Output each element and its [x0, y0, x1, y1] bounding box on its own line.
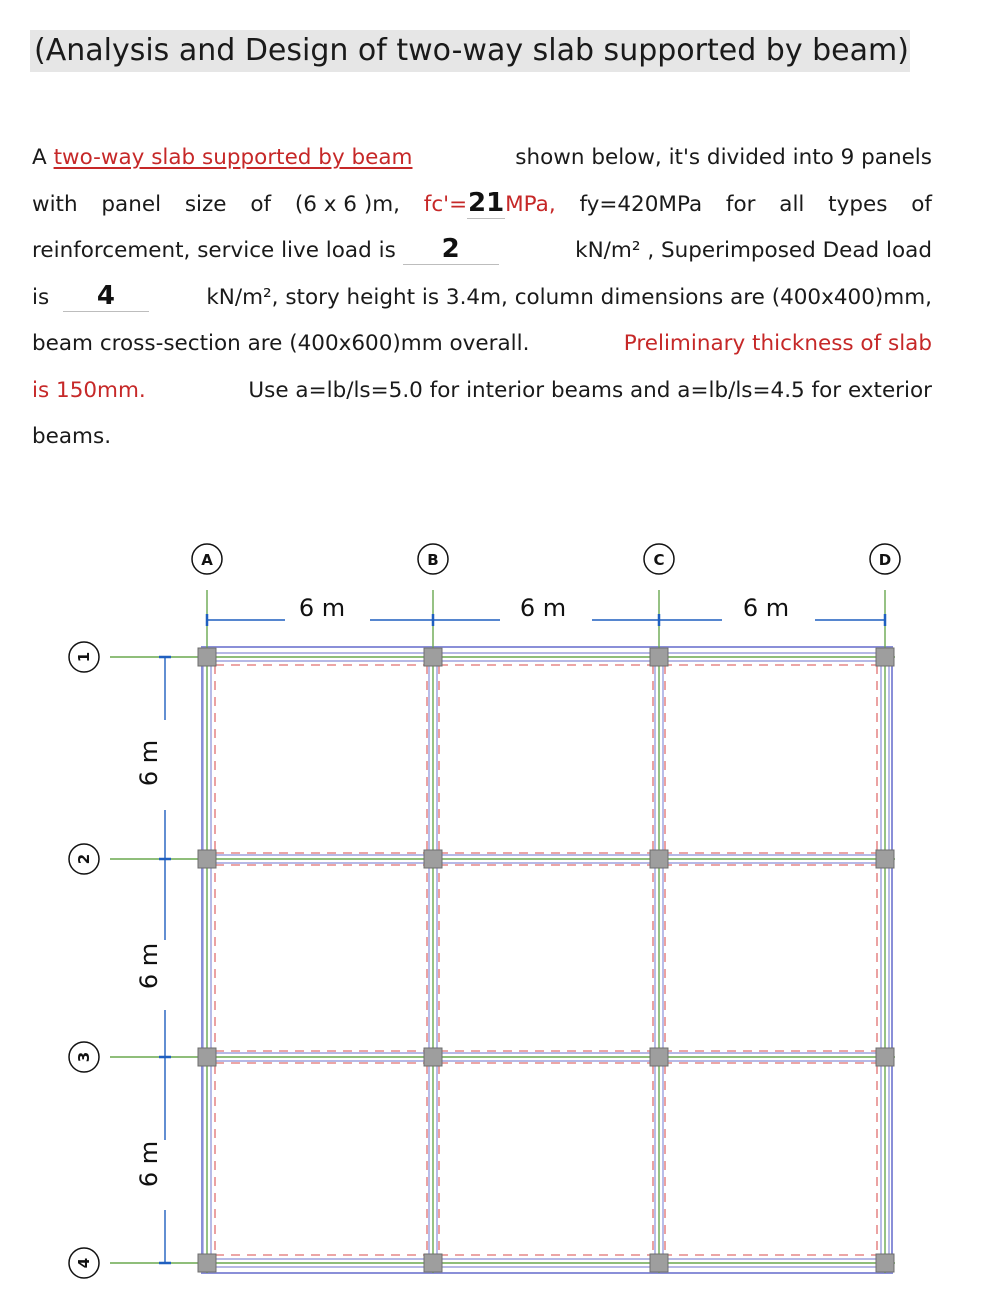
live-load-value: 2	[403, 234, 499, 265]
column	[650, 648, 668, 666]
span-label-horizontal: 6 m	[519, 594, 567, 622]
panel-size: (6 x 6 )m,	[294, 191, 400, 217]
column	[876, 1254, 894, 1272]
line1-rest: shown below, it's divided into 9 panels	[515, 145, 932, 170]
column	[650, 850, 668, 868]
grid-bubble-column-label: D	[878, 551, 892, 569]
word-is: is	[32, 284, 50, 310]
word: of	[250, 191, 272, 217]
fc-label: fc'=	[423, 191, 468, 217]
column	[650, 1254, 668, 1272]
column	[424, 1048, 442, 1066]
column	[424, 648, 442, 666]
word: with	[32, 191, 78, 217]
column	[198, 648, 216, 666]
grid-bubble-row-label: 4	[75, 1257, 93, 1269]
grid-bubble-column-label: C	[653, 551, 665, 569]
thickness-value-text: is 150mm.	[32, 377, 146, 403]
span-label-vertical: 6 m	[135, 942, 163, 990]
grid-bubble-column-label: A	[201, 551, 213, 569]
word: for	[725, 191, 756, 217]
word: size	[184, 191, 227, 217]
beam-section-text: beam cross-section are (400x600)mm overall.	[32, 331, 530, 356]
preliminary-thickness-text: Preliminary thickness of slab	[623, 331, 932, 356]
span-label-horizontal: 6 m	[298, 594, 346, 622]
slab-outline	[202, 647, 892, 1273]
column	[198, 1048, 216, 1066]
column	[198, 1254, 216, 1272]
grid-bubble-row-label: 2	[75, 853, 93, 865]
dead-load-rest: kN/m², story height is 3.4m, column dimensions are (400x400)mm,	[206, 284, 932, 310]
column	[876, 1048, 894, 1066]
word: types	[828, 191, 888, 217]
span-label-vertical: 6 m	[135, 1140, 163, 1188]
word-beams: beams.	[32, 424, 112, 449]
fc-value: 21	[468, 187, 505, 218]
word: of	[911, 191, 932, 217]
alpha-ratio-text: Use a=lb/ls=5.0 for interior beams and a=lb/ls=4.5 for exterior	[248, 377, 932, 403]
span-label-vertical: 6 m	[135, 739, 163, 787]
span-label-horizontal: 6 m	[742, 594, 790, 622]
grid-bubble-row-label: 3	[75, 1051, 93, 1063]
column	[198, 850, 216, 868]
column	[876, 850, 894, 868]
column	[876, 648, 894, 666]
word: panel	[101, 191, 162, 217]
column	[424, 1254, 442, 1272]
column	[424, 850, 442, 868]
fc-unit: MPa,	[505, 191, 556, 217]
word-a: A	[32, 145, 47, 170]
live-load-label: reinforcement, service live load is	[32, 238, 396, 263]
word: all	[779, 191, 805, 217]
dead-load-value: 4	[63, 281, 149, 312]
page-title: (Analysis and Design of two-way slab supported by beam)	[30, 30, 910, 72]
live-load-unit: kN/m² , Superimposed Dead load	[575, 238, 932, 263]
fy-value: fy=420MPa	[579, 191, 703, 217]
column	[650, 1048, 668, 1066]
grid-bubble-row-label: 1	[75, 651, 93, 663]
two-way-slab-link[interactable]: two-way slab supported by beam	[53, 145, 413, 170]
grid-bubble-column-label: B	[427, 551, 439, 569]
